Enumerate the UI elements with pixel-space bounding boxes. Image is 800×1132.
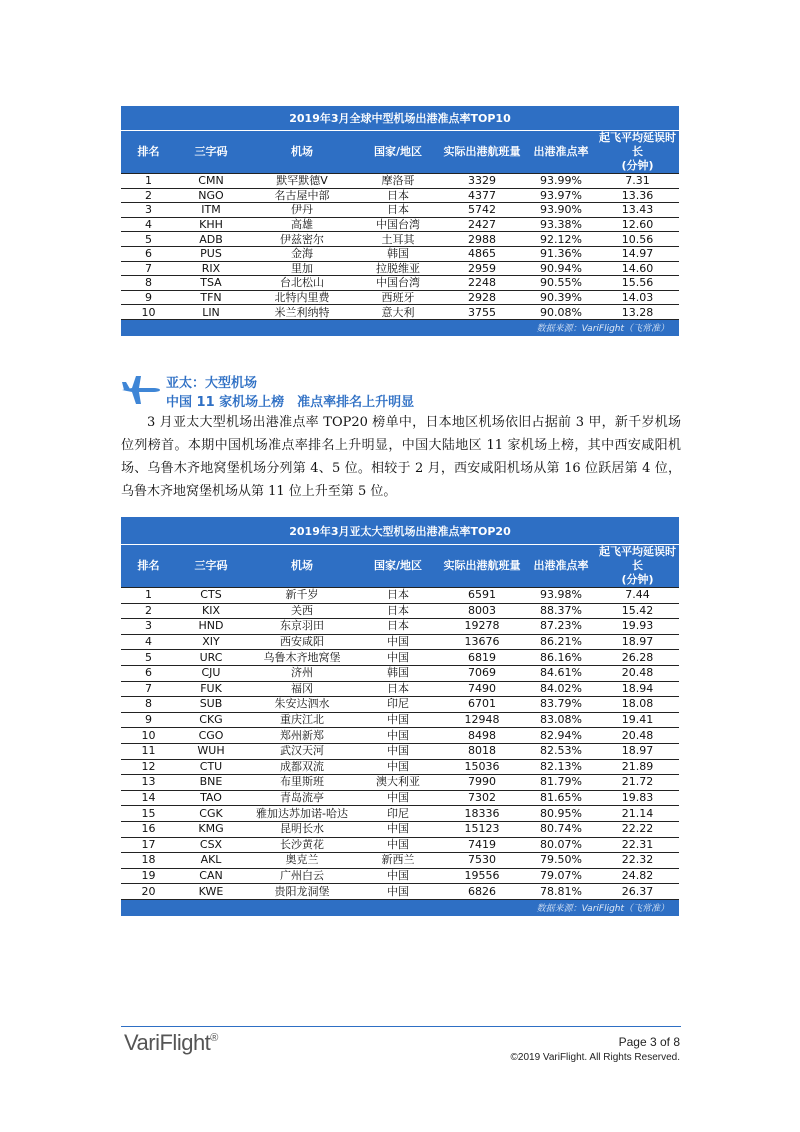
delay-cell: 20.48	[596, 728, 679, 744]
region-cell: 日本	[358, 681, 438, 697]
airport-cell: 金海	[246, 246, 358, 261]
region-cell: 韩国	[358, 665, 438, 681]
table-source: 数据来源：VariFlight（飞常准）	[121, 899, 679, 916]
flights-cell: 15036	[438, 759, 526, 775]
table-row	[121, 775, 679, 791]
rank-cell: 10	[121, 728, 176, 744]
airport-cell: 默罕默德V	[246, 174, 358, 189]
table-title: 2019年3月全球中型机场出港准点率TOP10	[121, 106, 679, 131]
delay-cell: 19.83	[596, 790, 679, 806]
code-cell: KWE	[176, 884, 246, 900]
table-row	[121, 261, 679, 276]
flights-cell: 4865	[438, 246, 526, 261]
rank-cell: 16	[121, 821, 176, 837]
ontime-rate-cell: 82.53%	[526, 743, 596, 759]
rank-cell: 5	[121, 650, 176, 666]
delay-cell: 26.37	[596, 884, 679, 900]
rank-cell: 4	[121, 217, 176, 232]
table-row	[121, 276, 679, 291]
rank-cell: 4	[121, 634, 176, 650]
code-cell: ITM	[176, 203, 246, 218]
delay-cell: 21.89	[596, 759, 679, 775]
variflight-logo	[124, 1030, 218, 1056]
code-cell: XIY	[176, 634, 246, 650]
rank-cell: 13	[121, 775, 176, 791]
rank-cell: 15	[121, 806, 176, 822]
airport-cell: 布里斯班	[246, 775, 358, 791]
delay-cell: 22.32	[596, 853, 679, 869]
code-cell: TSA	[176, 276, 246, 291]
delay-cell: 14.60	[596, 261, 679, 276]
ontime-rate-cell: 91.36%	[526, 246, 596, 261]
region-cell: 印尼	[358, 697, 438, 713]
rank-cell: 10	[121, 305, 176, 320]
ontime-rate-cell: 80.07%	[526, 837, 596, 853]
airport-cell: 贵阳龙洞堡	[246, 884, 358, 900]
header-code: 三字码	[176, 131, 246, 174]
delay-cell: 14.03	[596, 290, 679, 305]
flights-cell: 4377	[438, 188, 526, 203]
ontime-rate-cell: 81.65%	[526, 790, 596, 806]
airport-cell: 成都双流	[246, 759, 358, 775]
code-cell: CGO	[176, 728, 246, 744]
code-cell: AKL	[176, 853, 246, 869]
code-cell: WUH	[176, 743, 246, 759]
airport-cell: 高雄	[246, 217, 358, 232]
rank-cell: 3	[121, 203, 176, 218]
region-cell: 中国台湾	[358, 217, 438, 232]
header-ontime-rate: 出港准点率	[526, 131, 596, 174]
ontime-rate-cell: 88.37%	[526, 603, 596, 619]
table-row	[121, 174, 679, 189]
header-flights: 实际出港航班量	[438, 545, 526, 588]
table-row	[121, 868, 679, 884]
flights-cell: 5742	[438, 203, 526, 218]
ontime-rate-cell: 78.81%	[526, 884, 596, 900]
code-cell: CMN	[176, 174, 246, 189]
ontime-rate-cell: 93.98%	[526, 588, 596, 604]
flights-cell: 15123	[438, 821, 526, 837]
airport-cell: 名古屋中部	[246, 188, 358, 203]
code-cell: BNE	[176, 775, 246, 791]
flights-cell: 19278	[438, 619, 526, 635]
flights-cell: 2928	[438, 290, 526, 305]
flights-cell: 13676	[438, 634, 526, 650]
airport-cell: 青岛流亭	[246, 790, 358, 806]
airport-cell: 奥克兰	[246, 853, 358, 869]
table-title: 2019年3月亚太大型机场出港准点率TOP20	[121, 517, 679, 545]
rank-cell: 14	[121, 790, 176, 806]
airport-cell: 关西	[246, 603, 358, 619]
table-row	[121, 821, 679, 837]
header-rank: 排名	[121, 545, 176, 588]
logo-registered-mark: ®	[210, 1032, 218, 1044]
section-subtitle: 中国 11 家机场上榜 准点率排名上升明显	[166, 395, 415, 410]
delay-cell: 26.28	[596, 650, 679, 666]
delay-cell: 7.31	[596, 174, 679, 189]
code-cell: LIN	[176, 305, 246, 320]
rank-cell: 5	[121, 232, 176, 247]
code-cell: URC	[176, 650, 246, 666]
airport-cell: 里加	[246, 261, 358, 276]
flights-cell: 8018	[438, 743, 526, 759]
ontime-rate-cell: 83.79%	[526, 697, 596, 713]
flights-cell: 2959	[438, 261, 526, 276]
code-cell: CAN	[176, 868, 246, 884]
code-cell: CTU	[176, 759, 246, 775]
rank-cell: 2	[121, 603, 176, 619]
header-delay: 起飞平均延误时长 (分钟)	[596, 545, 679, 588]
ontime-rate-cell: 80.74%	[526, 821, 596, 837]
table-row	[121, 188, 679, 203]
table-row	[121, 603, 679, 619]
delay-cell: 21.72	[596, 775, 679, 791]
region-cell: 新西兰	[358, 853, 438, 869]
code-cell: CSX	[176, 837, 246, 853]
flights-cell: 7490	[438, 681, 526, 697]
airport-cell: 新千岁	[246, 588, 358, 604]
table-row	[121, 853, 679, 869]
code-cell: CKG	[176, 712, 246, 728]
airport-cell: 雅加达苏加诺-哈达	[246, 806, 358, 822]
code-cell: HND	[176, 619, 246, 635]
flights-cell: 6819	[438, 650, 526, 666]
flights-cell: 6701	[438, 697, 526, 713]
ontime-rate-cell: 93.90%	[526, 203, 596, 218]
ontime-rate-cell: 82.13%	[526, 759, 596, 775]
rank-cell: 2	[121, 188, 176, 203]
code-cell: FUK	[176, 681, 246, 697]
delay-cell: 12.60	[596, 217, 679, 232]
airport-cell: 福冈	[246, 681, 358, 697]
flights-cell: 2248	[438, 276, 526, 291]
flights-cell: 7419	[438, 837, 526, 853]
code-cell: CGK	[176, 806, 246, 822]
section-paragraph: 3 月亚太大型机场出港准点率 TOP20 榜单中，日本地区机场依旧占据前 3 甲，新千岁机场位列榜首。本期中国机场准点率排名上升明显，中国大陆地区 11 家机场上榜，其中西安咸阳机场、乌鲁木齐地窝堡机场分列第 4、5 位。相较于 2 月，西安咸阳机场从第 16 位跃居第 4 位，乌鲁木齐地窝堡机场从第 11 位上升至第 5 位。	[121, 415, 681, 499]
table-header-row	[121, 131, 679, 174]
airport-cell: 米兰利纳特	[246, 305, 358, 320]
table-row	[121, 634, 679, 650]
table-row	[121, 884, 679, 900]
table-row	[121, 681, 679, 697]
flights-cell: 18336	[438, 806, 526, 822]
region-cell: 日本	[358, 188, 438, 203]
airport-cell: 济州	[246, 665, 358, 681]
region-cell: 中国	[358, 884, 438, 900]
region-cell: 中国	[358, 634, 438, 650]
rank-cell: 6	[121, 246, 176, 261]
delay-cell: 10.56	[596, 232, 679, 247]
rank-cell: 9	[121, 712, 176, 728]
ontime-rate-cell: 92.12%	[526, 232, 596, 247]
ontime-rate-cell: 93.99%	[526, 174, 596, 189]
region-cell: 澳大利亚	[358, 775, 438, 791]
region-cell: 日本	[358, 588, 438, 604]
flights-cell: 8003	[438, 603, 526, 619]
delay-cell: 22.22	[596, 821, 679, 837]
rank-cell: 3	[121, 619, 176, 635]
table-row	[121, 588, 679, 604]
table-row	[121, 305, 679, 320]
delay-cell: 18.08	[596, 697, 679, 713]
region-cell: 中国	[358, 868, 438, 884]
header-airport: 机场	[246, 131, 358, 174]
table-row	[121, 743, 679, 759]
copyright: ©2019 VariFlight. All Rights Reserved.	[510, 1052, 680, 1063]
rank-cell: 11	[121, 743, 176, 759]
region-cell: 中国台湾	[358, 276, 438, 291]
code-cell: ADB	[176, 232, 246, 247]
code-cell: CTS	[176, 588, 246, 604]
delay-cell: 22.31	[596, 837, 679, 853]
table-row	[121, 232, 679, 247]
ontime-rate-cell: 82.94%	[526, 728, 596, 744]
flights-cell: 12948	[438, 712, 526, 728]
code-cell: KHH	[176, 217, 246, 232]
region-cell: 意大利	[358, 305, 438, 320]
header-rank: 排名	[121, 131, 176, 174]
airplane-icon	[120, 368, 162, 408]
header-ontime-rate: 出港准点率	[526, 545, 596, 588]
rank-cell: 8	[121, 276, 176, 291]
header-flights: 实际出港航班量	[438, 131, 526, 174]
flights-cell: 6826	[438, 884, 526, 900]
delay-cell: 19.41	[596, 712, 679, 728]
delay-cell: 7.44	[596, 588, 679, 604]
table-source: 数据来源：VariFlight（飞常准）	[121, 319, 679, 336]
rank-cell: 12	[121, 759, 176, 775]
airport-cell: 西安咸阳	[246, 634, 358, 650]
rank-cell: 7	[121, 261, 176, 276]
delay-cell: 14.97	[596, 246, 679, 261]
region-cell: 韩国	[358, 246, 438, 261]
code-cell: TAO	[176, 790, 246, 806]
code-cell: RIX	[176, 261, 246, 276]
ontime-rate-cell: 90.39%	[526, 290, 596, 305]
ontime-rate-cell: 90.94%	[526, 261, 596, 276]
ontime-rate-cell: 84.02%	[526, 681, 596, 697]
rank-cell: 1	[121, 588, 176, 604]
ontime-rate-cell: 86.21%	[526, 634, 596, 650]
region-cell: 中国	[358, 743, 438, 759]
airport-cell: 朱安达泗水	[246, 697, 358, 713]
region-cell: 土耳其	[358, 232, 438, 247]
region-cell: 中国	[358, 759, 438, 775]
ontime-rate-cell: 90.08%	[526, 305, 596, 320]
section-title: 亚太：大型机场	[166, 376, 258, 391]
code-cell: NGO	[176, 188, 246, 203]
delay-cell: 15.42	[596, 603, 679, 619]
flights-cell: 7069	[438, 665, 526, 681]
table-row	[121, 806, 679, 822]
delay-cell: 13.43	[596, 203, 679, 218]
airport-cell: 郑州新郑	[246, 728, 358, 744]
region-cell: 中国	[358, 650, 438, 666]
region-cell: 印尼	[358, 806, 438, 822]
delay-cell: 24.82	[596, 868, 679, 884]
footer-divider	[121, 1026, 681, 1027]
region-cell: 中国	[358, 837, 438, 853]
ontime-rate-cell: 93.38%	[526, 217, 596, 232]
airport-cell: 乌鲁木齐地窝堡	[246, 650, 358, 666]
airport-cell: 北特内里费	[246, 290, 358, 305]
airport-cell: 东京羽田	[246, 619, 358, 635]
delay-cell: 13.36	[596, 188, 679, 203]
flights-cell: 6591	[438, 588, 526, 604]
table-row	[121, 697, 679, 713]
flights-cell: 7990	[438, 775, 526, 791]
rank-cell: 7	[121, 681, 176, 697]
ontime-rate-cell: 83.08%	[526, 712, 596, 728]
delay-cell: 18.94	[596, 681, 679, 697]
airport-cell: 台北松山	[246, 276, 358, 291]
page-number: Page 3 of 8	[618, 1035, 680, 1049]
code-cell: SUB	[176, 697, 246, 713]
region-cell: 中国	[358, 712, 438, 728]
delay-cell: 19.93	[596, 619, 679, 635]
flights-cell: 7530	[438, 853, 526, 869]
airport-cell: 伊丹	[246, 203, 358, 218]
code-cell: CJU	[176, 665, 246, 681]
table-row	[121, 246, 679, 261]
rank-cell: 18	[121, 853, 176, 869]
logo-text: VariFlight	[124, 1030, 211, 1055]
rank-cell: 17	[121, 837, 176, 853]
header-delay: 起飞平均延误时长 (分钟)	[596, 131, 679, 174]
region-cell: 中国	[358, 790, 438, 806]
delay-cell: 20.48	[596, 665, 679, 681]
ontime-rate-cell: 84.61%	[526, 665, 596, 681]
flights-cell: 3755	[438, 305, 526, 320]
ontime-rate-cell: 79.07%	[526, 868, 596, 884]
region-cell: 摩洛哥	[358, 174, 438, 189]
airport-cell: 广州白云	[246, 868, 358, 884]
table-row	[121, 759, 679, 775]
region-cell: 日本	[358, 619, 438, 635]
table-row	[121, 712, 679, 728]
table-row	[121, 837, 679, 853]
rank-cell: 19	[121, 868, 176, 884]
code-cell: TFN	[176, 290, 246, 305]
header-region: 国家/地区	[358, 545, 438, 588]
airport-cell: 伊兹密尔	[246, 232, 358, 247]
ontime-rate-cell: 86.16%	[526, 650, 596, 666]
rank-cell: 20	[121, 884, 176, 900]
rank-cell: 1	[121, 174, 176, 189]
delay-cell: 18.97	[596, 743, 679, 759]
header-airport: 机场	[246, 545, 358, 588]
table-row	[121, 790, 679, 806]
header-code: 三字码	[176, 545, 246, 588]
table-row	[121, 217, 679, 232]
table-row	[121, 203, 679, 218]
ontime-rate-cell: 80.95%	[526, 806, 596, 822]
table-row	[121, 728, 679, 744]
code-cell: KIX	[176, 603, 246, 619]
delay-cell: 21.14	[596, 806, 679, 822]
ontime-rate-cell: 90.55%	[526, 276, 596, 291]
flights-cell: 7302	[438, 790, 526, 806]
region-cell: 拉脱维亚	[358, 261, 438, 276]
flights-cell: 2988	[438, 232, 526, 247]
ontime-rate-cell: 79.50%	[526, 853, 596, 869]
header-region: 国家/地区	[358, 131, 438, 174]
airport-cell: 武汉天河	[246, 743, 358, 759]
ontime-rate-cell: 87.23%	[526, 619, 596, 635]
airport-cell: 昆明长水	[246, 821, 358, 837]
global-medium-airports-table	[121, 106, 679, 336]
table-header-row	[121, 545, 679, 588]
region-cell: 西班牙	[358, 290, 438, 305]
region-cell: 日本	[358, 203, 438, 218]
airport-cell: 长沙黄花	[246, 837, 358, 853]
code-cell: PUS	[176, 246, 246, 261]
region-cell: 日本	[358, 603, 438, 619]
delay-cell: 13.28	[596, 305, 679, 320]
flights-cell: 3329	[438, 174, 526, 189]
code-cell: KMG	[176, 821, 246, 837]
ontime-rate-cell: 93.97%	[526, 188, 596, 203]
region-cell: 中国	[358, 821, 438, 837]
rank-cell: 9	[121, 290, 176, 305]
table-row	[121, 650, 679, 666]
rank-cell: 8	[121, 697, 176, 713]
asia-pacific-large-airports-table	[121, 517, 679, 916]
flights-cell: 19556	[438, 868, 526, 884]
flights-cell: 2427	[438, 217, 526, 232]
table-row	[121, 619, 679, 635]
airport-cell: 重庆江北	[246, 712, 358, 728]
delay-cell: 18.97	[596, 634, 679, 650]
table-row	[121, 665, 679, 681]
ontime-rate-cell: 81.79%	[526, 775, 596, 791]
table-row	[121, 290, 679, 305]
rank-cell: 6	[121, 665, 176, 681]
delay-cell: 15.56	[596, 276, 679, 291]
region-cell: 中国	[358, 728, 438, 744]
flights-cell: 8498	[438, 728, 526, 744]
